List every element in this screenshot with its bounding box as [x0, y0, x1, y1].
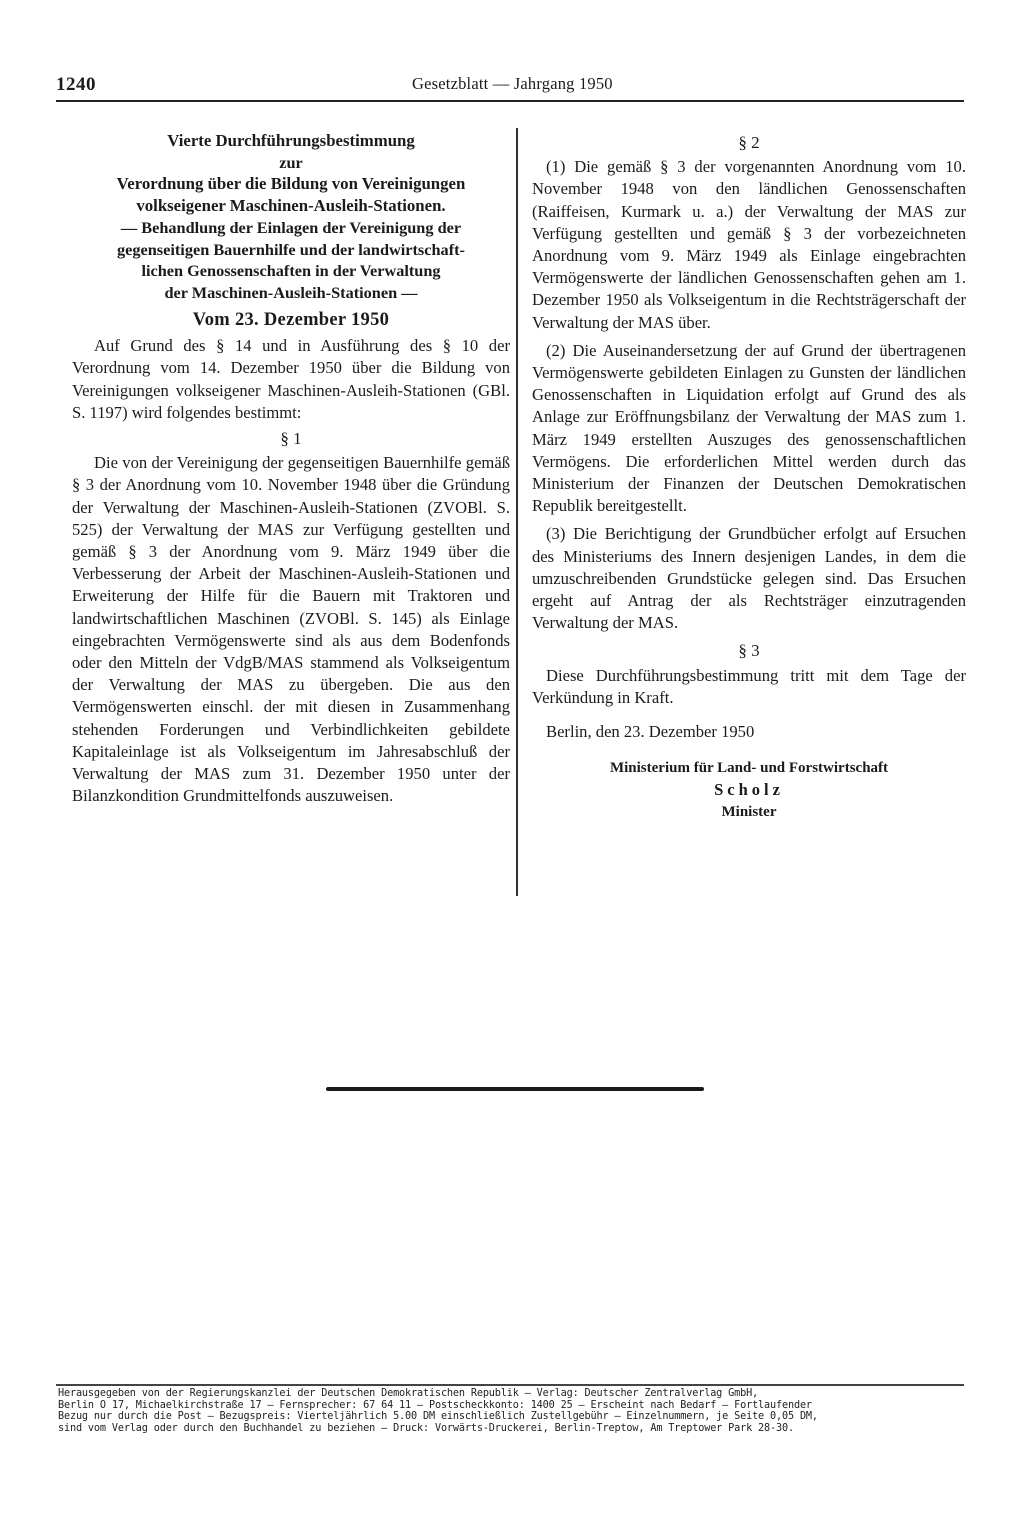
document-title [72, 130, 510, 303]
section-2-heading: § 2 [738, 133, 760, 152]
left-column [72, 130, 510, 808]
title-line: lichen Genossenschaften in der Verwaltung [141, 261, 441, 281]
right-column [532, 128, 966, 823]
imprint-line: sind vom Verlag oder durch den Buchhandel zu beziehen — Druck: Vorwärts-Druckerei, Berlin-Treptow, Am Treptower Park 28-30. [58, 1422, 794, 1434]
section-2-paragraph-2: (2) Die Auseinandersetzung der auf Grund der übertragenen Vermögenswerte gebildeten Einlagen zu Gunsten der ländlichen Genossenschaften in Liquidation erfolgt auf Grund des als Anlage zur Eröffnungsbilanz der Verwaltung der MAS zum 1. März 1949 erstellten Auszuges des genossenschaftlichen Vermögens. Die erforderlichen Mittel werden durch das Ministerium der Finanzen der Deutschen Demokratischen Republik bereitgestellt. [532, 340, 966, 516]
imprint-line: Berlin O 17, Michaelkirchstraße 17 — Fernsprecher: 67 64 11 — Postscheckkonto: 1400 25 — Erscheint nach Bedarf — Fortlaufender [58, 1399, 812, 1411]
signature-role: Minister [721, 804, 777, 821]
end-of-text-rule [326, 1087, 704, 1091]
title-line: — Behandlung der Einlagen der Vereinigung der [120, 218, 462, 238]
title-line: Vierte Durchführungsbestimmung [167, 131, 415, 150]
preamble-paragraph: Auf Grund des § 14 und in Ausführung des § 10 der Verordnung vom 14. Dezember 1950 über die Bildung von Vereinigungen volkseigener Maschinen-Ausleih-Stationen (GBl. S. 1197) wird folgendes bestimmt: [72, 336, 510, 422]
imprint [58, 1388, 964, 1434]
section-1-heading: § 1 [280, 429, 302, 449]
header-rule [56, 100, 964, 102]
page-header-title: Gesetzblatt — Jahrgang 1950 [412, 74, 613, 93]
imprint-line: Bezug nur durch die Post — Bezugspreis: Vierteljährlich 5.00 DM einschließlich Zustellgebühr — Einzelnummern, je Seite 0,05 DM, [58, 1411, 818, 1423]
title-line: gegenseitigen Bauernhilfe und der landwirtschaft- [117, 239, 465, 259]
imprint-line: Herausgegeben von der Regierungskanzlei der Deutschen Demokratischen Republik — Verlag: Deutscher Zentralverlag GmbH, [58, 1388, 759, 1399]
column-divider [516, 128, 518, 896]
title-line: zur [279, 153, 303, 172]
footer-rule [56, 1384, 964, 1386]
signature-ministry: Ministerium für Land- und Forstwirtschaft [609, 760, 889, 777]
document-date: Vom 23. Dezember 1950 [192, 310, 390, 331]
section-2-paragraph-1: (1) Die gemäß § 3 der vorgenannten Anordnung vom 10. November 1948 von den ländlichen Genossenschaften (Raiffeisen, Kurmark u. a.) der Verwaltung der MAS zur Verfügung gestellten und gemäß § 3 der vorbezeichneten Anordnung vom 9. März 1949 als Einlage eingebrachten Vermögenswerte der ländlichen Genossenschaften gehen am 1. Dezember 1950 als Volkseigentum in die Rechtsträgerschaft der Verwaltung der MAS über. [532, 157, 966, 332]
section-3-paragraph: Diese Durchführungsbestimmung tritt mit dem Tage der Verkündung in Kraft. [532, 665, 966, 707]
place-and-date: Berlin, den 23. Dezember 1950 [546, 722, 755, 742]
section-3-heading: § 3 [738, 641, 760, 661]
section-2-paragraph-3: (3) Die Berichtigung der Grundbücher erfolgt auf Ersuchen des Ministeriums des Innern desjenigen Landes, in dem die umzuschreibenden Grundstücke gelegen sind. Das Ersuchen ergeht auf Antrag der als Rechtsträger einzutragenden Verwaltung der MAS. [532, 524, 966, 633]
section-1-paragraph: Die von der Vereinigung der gegenseitigen Bauernhilfe gemäß § 3 der Anordnung vom 10. November 1948 über die Gründung der Verwaltung der Maschinen-Ausleih-Stationen (ZVOBl. S. 525) der Verwaltung der MAS zur Verfügung gestellten und gemäß § 3 der Anordnung vom 9. März 1949 über die Verbesserung der Arbeit der Maschinen-Ausleih-Stationen und Erweiterung der Hilfe für die Bauern mit Traktoren und landwirtschaftlichen Maschinen (ZVOBl. S. 145) als Einlage eingebrachten Vermögenswerte sind als aus dem Bodenfonds oder den Mitteln der VdgB/MAS stammend als Volkseigentum der Verwaltung der MAS zu übergeben. Die aus den Vermögenswerten einschl. der mit diesen in Zusammenhang stehenden Forderungen und Verbindlichkeiten gebildete Kapitaleinlage ist als Volkseigentum im Jahresabschluß der Verwaltung der MAS zum 31. Dezember 1950 unter der Bilanzkondition Grundmittelfonds auszuweisen. [72, 453, 510, 806]
signature-name: Scholz [714, 780, 784, 800]
title-line: Verordnung über die Bildung von Vereinigungen [116, 174, 466, 194]
title-line: volkseigener Maschinen-Ausleih-Stationen. [136, 196, 446, 216]
title-line: der Maschinen-Ausleih-Stationen — [164, 282, 418, 302]
page-number: 1240 [56, 74, 96, 95]
signature-block [532, 757, 966, 823]
